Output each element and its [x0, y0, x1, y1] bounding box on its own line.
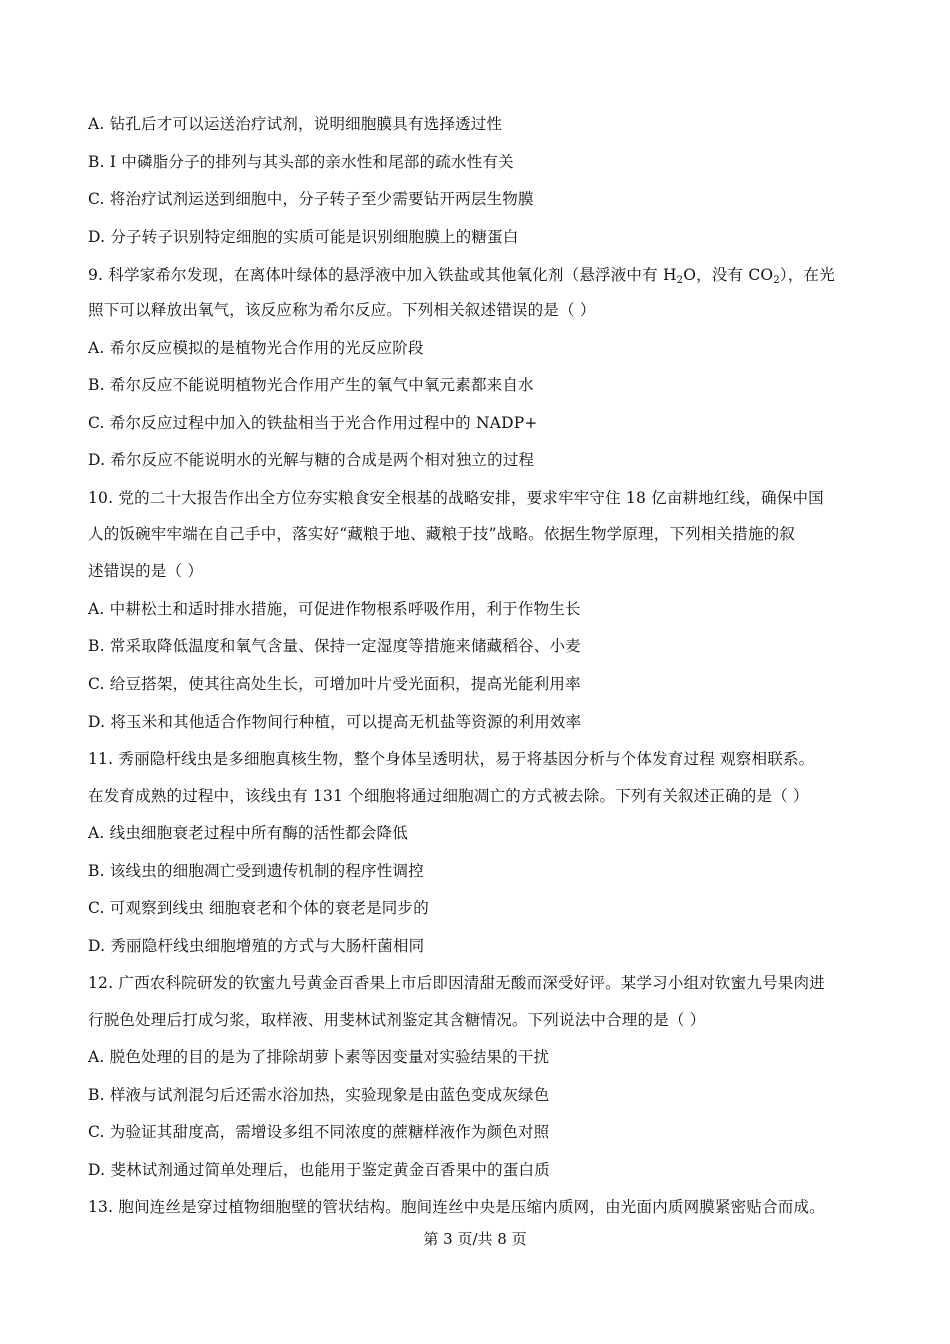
q10-option-a: A. 中耕松土和适时排水措施，可促进作物根系呼吸作用，利于作物生长 — [88, 600, 581, 618]
q12-stem-line-1: 12. 广西农科院研发的钦蜜九号黄金百香果上市后即因清甜无酸而深受好评。某学习小组对钦蜜九号果肉进 — [88, 974, 825, 992]
q9-stem-line-1: 9. 科学家希尔发现，在离体叶绿体的悬浮液中加入铁盐或其他氧化剂（悬浮液中有 $H_2O$，没有 $CO_2$），在光 — [88, 266, 835, 286]
q8-option-b: B. I 中磷脂分子的排列与其头部的亲水性和尾部的疏水性有关 — [88, 153, 514, 171]
q9-option-a: A. 希尔反应模拟的是植物光合作用的光反应阶段 — [88, 339, 424, 357]
q10-stem-line-3: 述错误的是（ ） — [88, 562, 204, 580]
q11-option-a: A. 线虫细胞衰老过程中所有酶的活性都会降低 — [88, 824, 408, 842]
q8-option-c: C. 将治疗试剂运送到细胞中，分子转子至少需要钻开两层生物膜 — [88, 190, 534, 208]
q8-option-d: D. 分子转子识别特定细胞的实质可能是识别细胞膜上的糖蛋白 — [88, 228, 519, 246]
q9-stem-line-2: 照下可以释放出氧气，该反应称为希尔反应。下列相关叙述错误的是（ ） — [88, 301, 596, 319]
q10-option-b: B. 常采取降低温度和氧气含量、保持一定湿度等措施来储藏稻谷、小麦 — [88, 637, 581, 655]
q13-stem-line-1: 13. 胞间连丝是穿过植物细胞壁的管状结构。胞间连丝中央是压缩内质网，由光面内质网膜紧密贴合而成。 — [88, 1198, 825, 1216]
q11-stem-line-1: 11. 秀丽隐杆线虫是多细胞真核生物，整个身体呈透明状，易于将基因分析与个体发育过程 观察相联系。 — [88, 750, 815, 768]
q9-option-c: C. 希尔反应过程中加入的铁盐相当于光合作用过程中的 NADP+ — [88, 414, 538, 432]
q11-option-b: B. 该线虫的细胞凋亡受到遗传机制的程序性调控 — [88, 862, 424, 880]
q9-option-d: D. 希尔反应不能说明水的光解与糖的合成是两个相对独立的过程 — [88, 451, 535, 469]
q10-option-c: C. 给豆搭架，使其往高处生长，可增加叶片受光面积，提高光能利用率 — [88, 675, 581, 693]
q11-option-d: D. 秀丽隐杆线虫细胞增殖的方式与大肠杆菌相同 — [88, 937, 425, 955]
q8-option-a: A. 钻孔后才可以运送治疗试剂，说明细胞膜具有选择透过性 — [88, 115, 503, 133]
q12-option-d: D. 斐林试剂通过简单处理后，也能用于鉴定黄金百香果中的蛋白质 — [88, 1161, 550, 1179]
page-footer: 第 3 页/共 8 页 — [423, 1230, 527, 1248]
q10-stem-line-2: 人的饭碗牢牢端在自己手中，落实好“藏粮于地、藏粮于技”战略。依据生物学原理，下列相关措施的叙 — [88, 525, 796, 543]
q12-stem-line-2: 行脱色处理后打成匀浆，取样液、用斐林试剂鉴定其含糖情况。下列说法中合理的是（ ） — [88, 1011, 706, 1029]
q12-option-c: C. 为验证其甜度高，需增设多组不同浓度的蔗糖样液作为颜色对照 — [88, 1123, 550, 1141]
q11-stem-line-2: 在发育成熟的过程中，该线虫有 131 个细胞将通过细胞凋亡的方式被去除。下列有关叙述正确的是（ ） — [88, 787, 809, 805]
q9-option-b: B. 希尔反应不能说明植物光合作用产生的氧气中氧元素都来自水 — [88, 376, 534, 394]
q12-option-a: A. 脱色处理的目的是为了排除胡萝卜素等因变量对实验结果的干扰 — [88, 1048, 550, 1066]
q10-option-d: D. 将玉米和其他适合作物间行种植，可以提高无机盐等资源的利用效率 — [88, 713, 582, 731]
q12-option-b: B. 样液与试剂混匀后还需水浴加热，实验现象是由蓝色变成灰绿色 — [88, 1086, 550, 1104]
q10-stem-line-1: 10. 党的二十大报告作出全方位夯实粮食安全根基的战略安排，要求牢牢守住 18 亿亩耕地红线，确保中国 — [88, 489, 824, 507]
q11-option-c: C. 可观察到线虫 细胞衰老和个体的衰老是同步的 — [88, 899, 429, 917]
